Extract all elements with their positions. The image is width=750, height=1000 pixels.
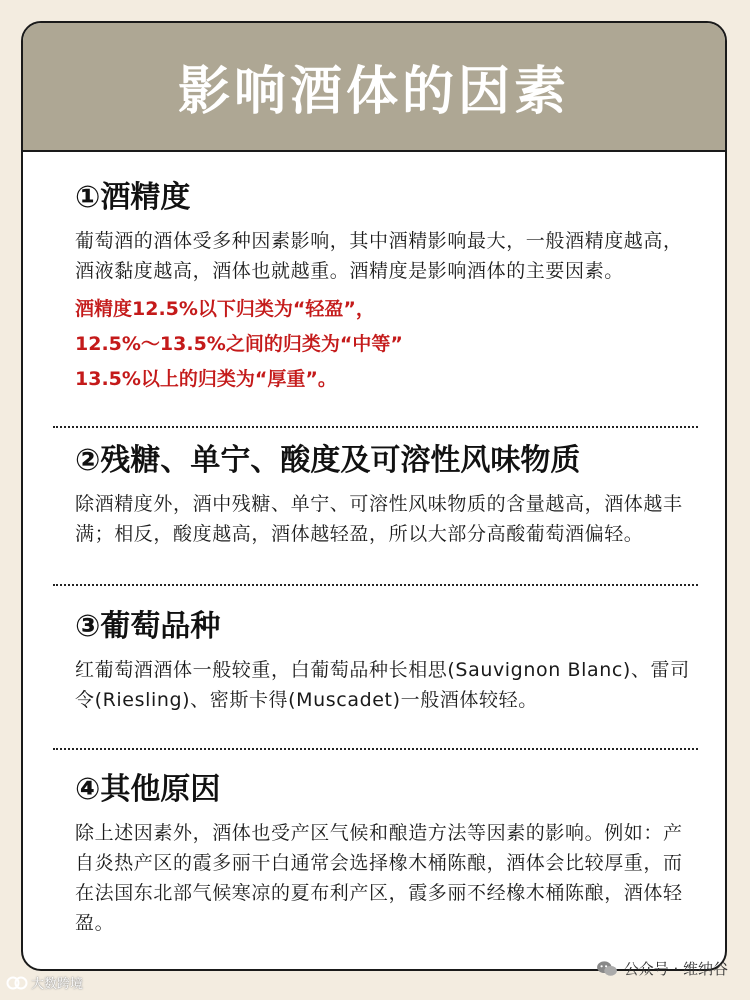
section-body: 葡萄酒的酒体受多种因素影响，其中酒精影响最大，一般酒精度越高，酒液黏度越高，酒体也就越重。酒精度是影响酒体的主要因素。 xyxy=(75,230,683,282)
section-heading: ④其他原因 xyxy=(75,772,221,807)
watermark-left-text: 大数跨境 xyxy=(31,977,84,992)
section-sugar-tannin-acid xyxy=(75,441,695,549)
section-body: 除酒精度外，酒中残糖、单宁、可溶性风味物质的含量越高，酒体越丰满；相反，酸度越高，酒体越轻盈，所以大部分高酸葡萄酒偏轻。 xyxy=(75,493,683,545)
watermark-left xyxy=(6,973,83,992)
section-alcohol xyxy=(75,178,695,397)
divider xyxy=(53,584,698,586)
watermark-right xyxy=(596,958,728,979)
section-body: 除上述因素外，酒体也受产区气候和酿造方法等因素的影响。例如：产自炎热产区的霞多丽干白通常会选择橡木桶陈酿，酒体会比较厚重，而在法国东北部气候寒凉的夏布利产区，霞多丽不经橡木桶陈酿，酒体轻盈。 xyxy=(75,822,683,934)
highlight-light: 酒精度12.5%以下归类为“轻盈”， xyxy=(75,298,375,320)
content-card xyxy=(21,21,727,971)
header-banner xyxy=(23,23,725,152)
section-other-reasons xyxy=(75,770,695,938)
highlight-medium: 12.5%～13.5%之间的归类为“中等” xyxy=(75,333,403,355)
brand-logo-icon xyxy=(6,974,28,992)
highlight-full: 13.5%以上的归类为“厚重”。 xyxy=(75,368,337,390)
highlight-group xyxy=(75,292,695,397)
divider xyxy=(53,426,698,428)
section-heading: ③葡萄品种 xyxy=(75,609,221,644)
wechat-icon xyxy=(596,960,618,978)
section-body: 红葡萄酒酒体一般较重，白葡萄品种长相思(Sauvignon Blanc)、雷司令(Riesling)、密斯卡得(Muscadet)一般酒体较轻。 xyxy=(75,659,690,711)
page-title: 影响酒体的因素 xyxy=(177,62,570,122)
divider xyxy=(53,748,698,750)
section-heading: ①酒精度 xyxy=(75,180,191,215)
section-grape-variety xyxy=(75,607,695,715)
watermark-right-text: 公众号 · 维纳谷 xyxy=(623,960,728,978)
section-heading: ②残糖、单宁、酸度及可溶性风味物质 xyxy=(75,443,581,478)
